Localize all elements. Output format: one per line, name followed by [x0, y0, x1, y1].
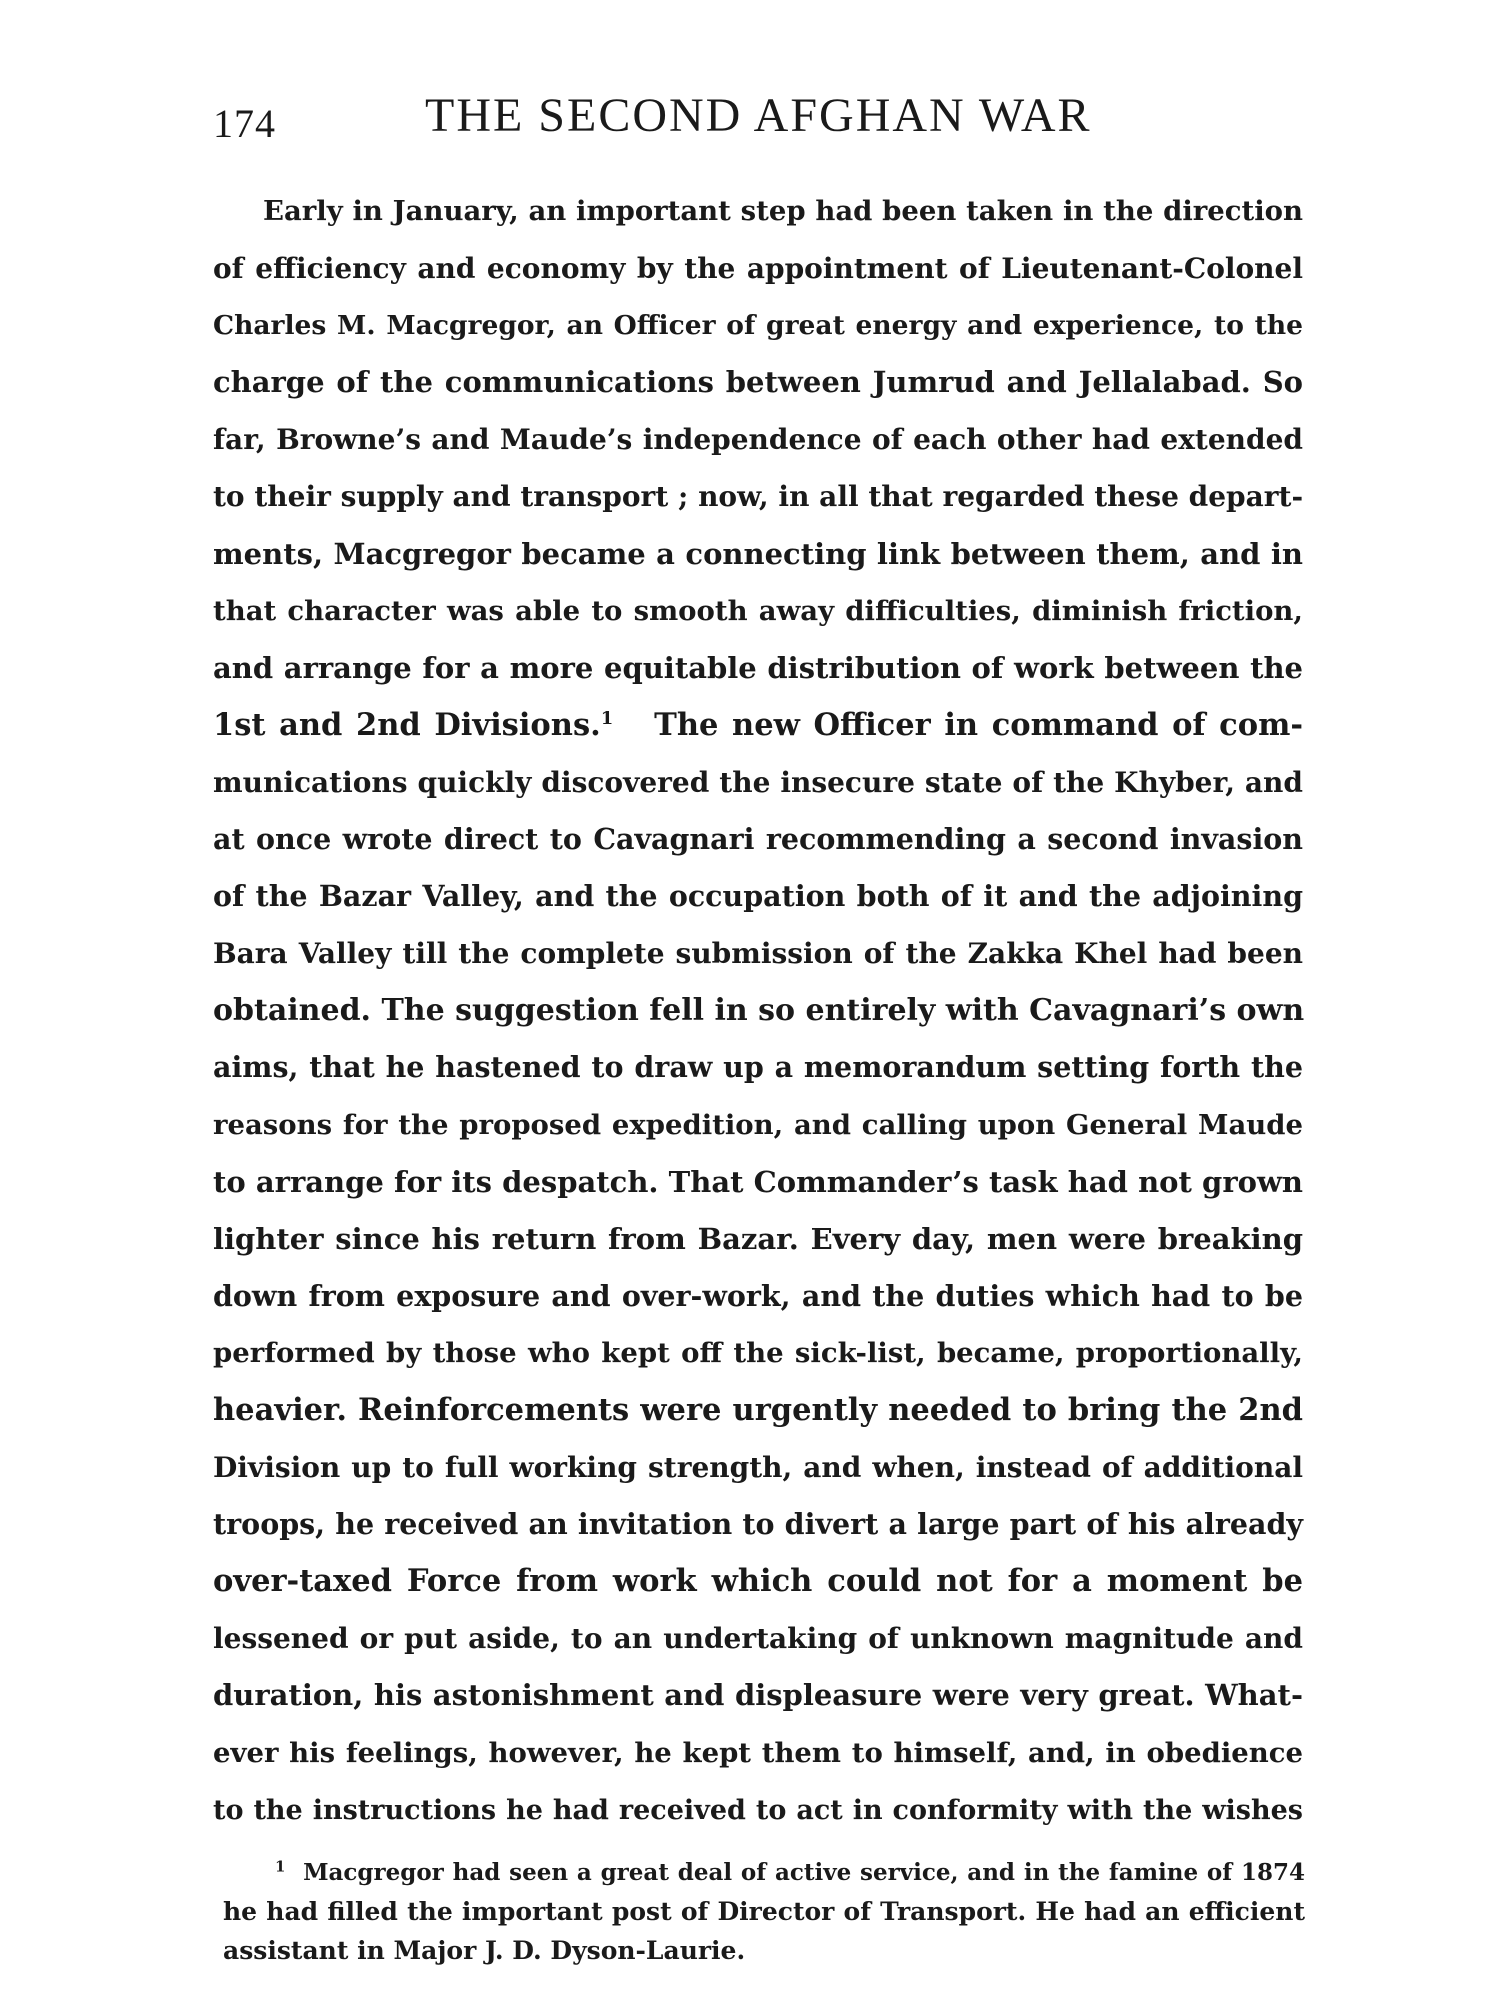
text-line: reasons for the proposed expedition, and calling upon General Maude [213, 1108, 1303, 1141]
text-line: of efficiency and economy by the appointment of Lieutenant-Colonel [213, 252, 1303, 286]
text-line: obtained. The suggestion fell in so entirely with Cavagnari’s own [213, 993, 1305, 1029]
footnote-marker: 1 [275, 1857, 286, 1876]
text-line: of the Bazar Valley, and the occupation both of it and the adjoining [213, 879, 1303, 914]
running-title: THE SECOND AFGHAN WAR [425, 89, 1092, 142]
text-line: at once wrote direct to Cavagnari recommending a second invasion [213, 822, 1303, 857]
footnote-text: Macgregor had seen a great deal of active service, and in the famine of 1874 [303, 1859, 1305, 1886]
text-line: Early in January, an important step had been taken in the direction [263, 195, 1303, 227]
text-line: charge of the communications between Jumrud and Jellalabad. So [213, 365, 1303, 400]
text-line: troops, he received an invitation to divert a large part of his already [213, 1507, 1303, 1542]
text-line: and arrange for a more equitable distribution of work between the [213, 650, 1303, 685]
text-line: ever his feelings, however, he kept them to himself, and, in obedience [213, 1736, 1303, 1769]
text-line: Division up to full working strength, and when, instead of additional [213, 1451, 1303, 1485]
footnote [223, 1853, 1305, 1970]
text-line: over-taxed Force from work which could not for a moment be [213, 1563, 1303, 1600]
text-line: Charles M. Macgregor, an Officer of great energy and experience, to the [213, 310, 1303, 342]
text-line: performed by those who kept off the sick-list, became, proportionally, [213, 1336, 1303, 1369]
text-line: to the instructions he had received to act in conformity with the wishes [213, 1794, 1303, 1826]
text-line: duration, his astonishment and displeasure were very great. What- [213, 1678, 1303, 1713]
text-line: aims, that he hastened to draw up a memorandum setting forth the [213, 1050, 1303, 1085]
text-line: ments, Macgregor became a connecting link between them, and in [213, 536, 1303, 571]
footnote-line: assistant in Major J. D. Dyson-Laurie. [223, 1936, 746, 1965]
text-line-with-footnote-ref [213, 697, 1303, 754]
text-segment: The new Officer in command of com- [654, 706, 1303, 743]
text-line: lessened or put aside, to an undertaking of unknown magnitude and [213, 1622, 1303, 1656]
text-line: to arrange for its despatch. That Commander’s task had not grown [213, 1164, 1303, 1199]
page-header [213, 88, 1313, 148]
footnote-reference: 1 [600, 707, 614, 729]
footnote-line [223, 1853, 1305, 1892]
text-line: to their supply and transport ; now, in all that regarded these depart- [213, 480, 1304, 514]
text-line: heavier. Reinforcements were urgently needed to bring the 2nd [213, 1391, 1303, 1428]
text-line: munications quickly discovered the insecure state of the Khyber, and [213, 765, 1303, 799]
text-line: down from exposure and over-work, and the duties which had to be [213, 1278, 1303, 1313]
footnote-line: he had filled the important post of Director of Transport. He had an efficient [223, 1897, 1305, 1926]
page-number: 174 [213, 101, 276, 146]
text-line: that character was able to smooth away difficulties, diminish friction, [213, 594, 1303, 627]
body-paragraph [213, 183, 1303, 1839]
text-line: lighter since his return from Bazar. Every day, men were breaking [213, 1221, 1303, 1256]
text-segment: 1st and 2nd Divisions. [213, 706, 601, 743]
text-line: Bara Valley till the complete submission of the Zakka Khel had been [213, 937, 1303, 971]
text-line: far, Browne’s and Maude’s independence of each other had extended [213, 423, 1303, 457]
